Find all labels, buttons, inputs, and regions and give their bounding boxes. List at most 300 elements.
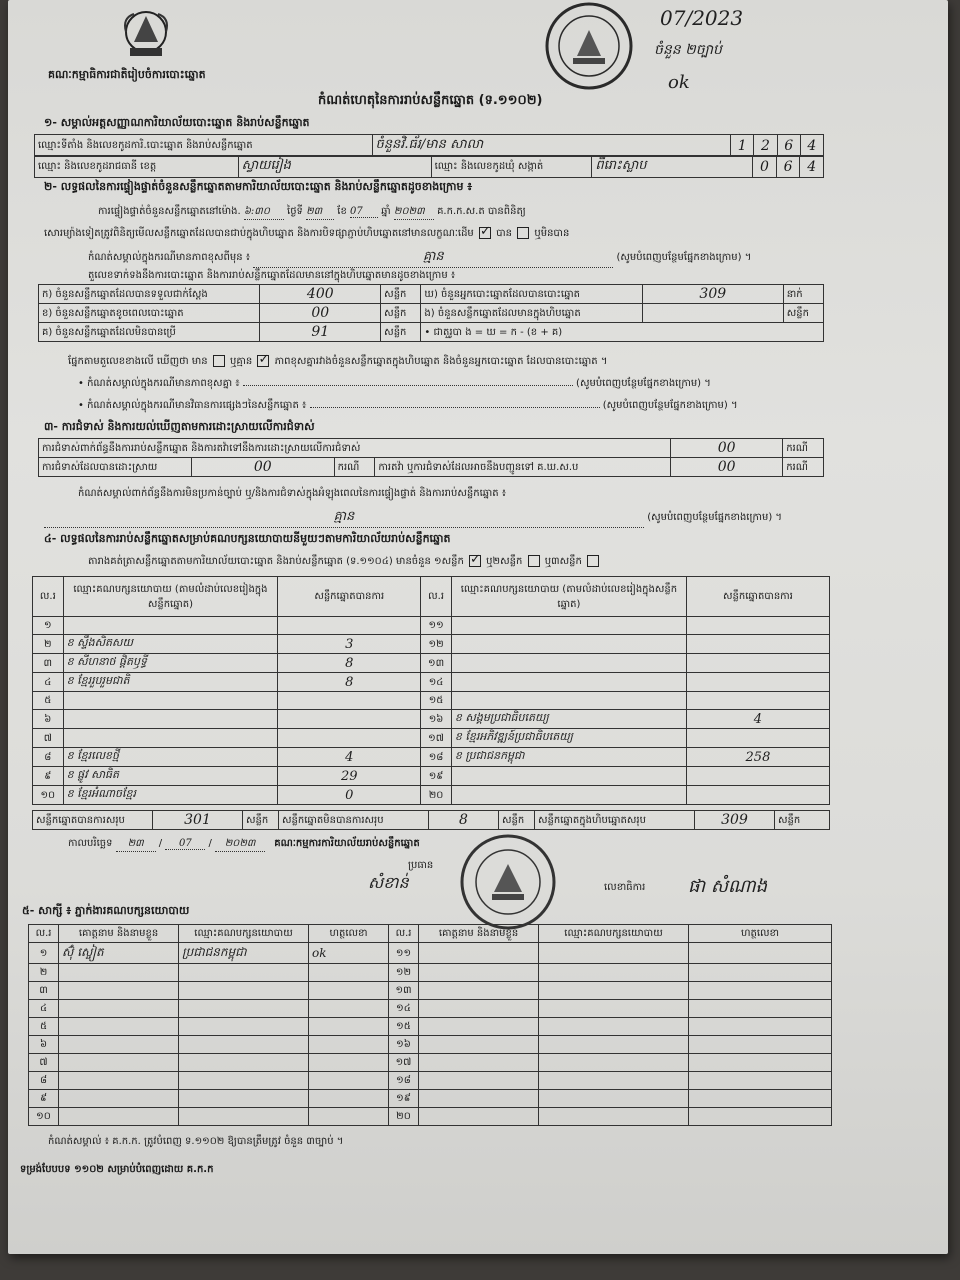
party-name (63, 692, 278, 710)
witness-name (419, 1090, 539, 1108)
witness-no: ១៨ (389, 1072, 419, 1090)
witness-signature (309, 1090, 389, 1108)
forwarded-objections-unit: ករណី (783, 458, 824, 477)
witness-party (539, 1036, 689, 1054)
difference-remark-value (243, 385, 573, 386)
formula-label: • ជាតួរូបា ង = ឃ = ក - (ខ + គ) (421, 323, 824, 342)
signing-year: ២០២៣ (215, 836, 265, 852)
table-row (29, 1072, 832, 1090)
witness-table (28, 924, 832, 1126)
table-row (29, 1000, 832, 1018)
section5-title: ៥- សាក្សី ៖ ភ្នាក់ងារគណបក្សនយោបាយ (22, 904, 190, 917)
party-name: ខ ប្រជាជនកម្ពុជា (451, 748, 686, 767)
party-name (451, 786, 686, 805)
unused-ballots-value: 91 (260, 323, 381, 342)
location-value: ចំនួនវិ.ធ័រ/មាន សាលា (372, 135, 731, 157)
received-ballots-label: ក) ចំនួនសន្លឹកឆ្នោតដែលបានទទួលជាក់ស្តែង (39, 285, 260, 304)
objection-count-unit: ករណី (783, 439, 824, 458)
witness-name (59, 1054, 179, 1072)
party-name: ខ ខ្មែរលេខថ្មី (63, 748, 278, 767)
national-emblem-icon (120, 8, 172, 64)
witness-no: ១២ (389, 964, 419, 982)
ballots-in-box-label: ង) ចំនួនសន្លឹកឆ្នោតដែលមានក្នុងហិបឆ្នោត (421, 304, 642, 323)
verification-time-label: ការផ្ទៀងផ្ទាត់ចំនួនសន្លឹកឆ្នោតនៅម៉ោង. (98, 206, 241, 217)
top-handwritten-mark: ok (668, 72, 690, 93)
commune-label: ឈ្មោះ និងលេខកូដឃុំ សង្កាត់ (431, 156, 592, 178)
witness-name (419, 1036, 539, 1054)
objection-remark-line (44, 508, 782, 528)
forwarded-objections-label: ការតវ៉ា ឬការជំទាស់ដែលអាចនឹងបញ្ជូនទៅ គ.ឃ.ស.ប (375, 458, 671, 477)
witness-signature (309, 1018, 389, 1036)
seal-check-text: សោរម្យ៉ាងទៀតត្រូវពិនិត្យមើលសន្លឹកឆ្នោតដែលបានជាប់ក្នុងហិបឆ្នោត និងការបិទផ្សាភ្ជាប់ហិបឆ្នោតនៅមានលក្ខណៈដើម (44, 228, 474, 239)
witness-name (419, 1000, 539, 1018)
witness-party (179, 1054, 309, 1072)
table-row (29, 1018, 832, 1036)
witness-signature (689, 964, 832, 982)
party-name (451, 635, 686, 654)
witness-no: ២០ (389, 1108, 419, 1126)
party-no: ៩ (33, 767, 64, 786)
witness-col-name: គោត្តនាម និងនាមខ្លួន (419, 925, 539, 943)
difference-note-value: គ្មាន (253, 248, 613, 268)
party-votes (278, 692, 421, 710)
witness-name (419, 1108, 539, 1126)
table-row (29, 964, 832, 982)
witness-name (419, 1072, 539, 1090)
verification-checked-label: គ.ក.ក.ស.ត បានពិនិត្យ (437, 206, 526, 217)
secretary-signature: ផា សំណាង (688, 876, 768, 897)
party-name: ខ សង្គមប្រជាធិបតេយ្យ (451, 710, 686, 729)
discrepancy-no-checkbox[interactable] (257, 355, 269, 367)
party-no: ១១ (421, 617, 452, 635)
party-no: ២០ (421, 786, 452, 805)
party-no: ៤ (33, 673, 64, 692)
party-name (451, 654, 686, 673)
party-name (451, 767, 686, 786)
table-row (33, 654, 830, 673)
other-measures-line (78, 398, 738, 413)
figures-intro: តួលេខទាក់ទងនឹងការបោះឆ្នោត និងការរាប់សន្លឹកឆ្នោតដែលមាននៅក្នុងហិបឆ្នោតមានដូចខាងក្រោម ៖ (88, 270, 456, 281)
verification-time: ៦:៣០ (244, 204, 284, 220)
table-row (33, 786, 830, 805)
witness-no: ១៣ (389, 982, 419, 1000)
witness-party (179, 1072, 309, 1090)
witness-signature (309, 1000, 389, 1018)
party-votes: 4 (278, 748, 421, 767)
tally-one-sheet-checkbox[interactable] (469, 555, 481, 567)
witness-no: ១៦ (389, 1036, 419, 1054)
witness-signature (309, 1072, 389, 1090)
party-name: ខ ខ្មែរអភិវឌ្ឍន៍ប្រជាធិបតេយ្យ (451, 729, 686, 748)
party-no: ១៥ (421, 692, 452, 710)
ballot-figures-table (38, 284, 824, 342)
section1-table-row2 (34, 155, 824, 178)
voters-value: 309 (642, 285, 783, 304)
witness-party (179, 1018, 309, 1036)
tally-sheet-line (88, 554, 601, 569)
party-votes (686, 654, 829, 673)
top-handwritten-date: 07/2023 (660, 6, 744, 30)
location-code-digit: 4 (800, 135, 823, 157)
witness-party (179, 1036, 309, 1054)
table-row (33, 673, 830, 692)
form-page (8, 0, 948, 1254)
difference-remark-line (78, 376, 711, 391)
party-name: ខ ផ្លូវ សាធិត (63, 767, 278, 786)
col-votes-header: សន្លឹកឆ្នោតបានការ (686, 577, 829, 617)
spoiled-ballots-unit: សន្លឹក (381, 304, 421, 323)
party-votes: 8 (278, 673, 421, 692)
table-row (29, 982, 832, 1000)
month-label: ខែ (337, 206, 347, 217)
tally-three-sheets-label: ឬ៣សន្លឹក (544, 556, 582, 567)
party-votes: 8 (278, 654, 421, 673)
party-name: ខ សីហនាថ ផ្តិតឫទ្ធី (63, 654, 278, 673)
party-votes (686, 692, 829, 710)
witness-name (59, 1018, 179, 1036)
witness-party (539, 1108, 689, 1126)
witness-no: ៥ (29, 1018, 59, 1036)
objection-count-value: 00 (671, 439, 783, 458)
seal-no-label: ឬមិនបាន (534, 228, 570, 239)
party-no: ៣ (33, 654, 64, 673)
witness-no: ១៤ (389, 1000, 419, 1018)
party-votes: 3 (278, 635, 421, 654)
party-name (451, 692, 686, 710)
witness-no: ២ (29, 964, 59, 982)
seal-check-line (44, 226, 569, 241)
party-no: ៦ (33, 710, 64, 729)
province-label: ឈ្មោះ និងលេខកូដរាជធានី ខេត្ត (35, 156, 239, 178)
party-votes: 29 (278, 767, 421, 786)
witness-no: ១០ (29, 1108, 59, 1126)
discrepancy-text: ផ្នែកតាមតួលេខខាងលើ ឃើញថា មាន (68, 356, 208, 367)
table-row (33, 692, 830, 710)
witness-no: ១ (29, 943, 59, 964)
party-no: ១៧ (421, 729, 452, 748)
witness-col-party: ឈ្មោះគណបក្សនយោបាយ (179, 925, 309, 943)
total-valid-label: សន្លឹកឆ្នោតបានការសរុប (33, 811, 153, 830)
difference-remark-suffix: (សូមបំពេញបន្ថែមផ្នែកខាងក្រោម) ។ (576, 378, 711, 389)
witness-signature (689, 1054, 832, 1072)
witness-name (59, 1072, 179, 1090)
witness-name (59, 982, 179, 1000)
section2-title: ២- លទ្ធផលនៃការផ្ទៀងផ្ទាត់ចំនួនសន្លឹកឆ្នោតតាមការិយាល័យបោះឆ្នោត និងរាប់សន្លឹកឆ្នោតដូចខាងក្រោម ៖ (44, 180, 473, 193)
total-box-unit: សន្លឹក (775, 811, 830, 830)
witness-col-sign: ហត្ថលេខា (309, 925, 389, 943)
commune-code-digit: 4 (800, 156, 824, 178)
witness-no: ៣ (29, 982, 59, 1000)
party-name: ខ ខ្មែររួបរួមជាតិ (63, 673, 278, 692)
party-no: ៥ (33, 692, 64, 710)
party-votes (686, 617, 829, 635)
table-row (33, 635, 830, 654)
discrepancy-yes-checkbox[interactable] (213, 355, 225, 367)
witness-signature (689, 982, 832, 1000)
verification-year: ២០២៣ (394, 204, 434, 220)
tally-sheet-text: តារាងគត់ត្រាសន្លឹកឆ្នោតតាមការិយាល័យបោះឆ្នោត និងរាប់សន្លឹកឆ្នោត (ទ.១១០៤) មានចំនួន ១សន្លឹក (88, 556, 464, 567)
col-party-header: ឈ្មោះគណបក្សនយោបាយ (តាមលំដាប់លេខរៀងក្នុងសន្លឹកឆ្នោត) (63, 577, 278, 617)
party-no: ១ (33, 617, 64, 635)
table-row (29, 1054, 832, 1072)
objection-remark-label: កំណត់សម្គាល់ពាក់ព័ន្ធនឹងការមិនប្រកាន់ច្បាប់ ឬ/និងការជំទាស់ក្នុងអំឡុងពេលនៃការផ្ទៀងផ្ទាត់ និងការរាប់សន្លឹកឆ្នោត ៖ (78, 488, 507, 499)
signing-day: ២៣ (116, 836, 156, 852)
party-votes (278, 710, 421, 729)
witness-party (539, 943, 689, 964)
witness-party (539, 1054, 689, 1072)
difference-note-label: កំណត់សម្គាល់ក្នុងករណីមានភាពខុសពីមុន ៖ (88, 252, 251, 263)
party-votes: 4 (686, 710, 829, 729)
party-no: ១៩ (421, 767, 452, 786)
difference-note-suffix: (សូមបំពេញបន្ថែមផ្នែកខាងក្រោម) ។ (616, 252, 752, 263)
witness-name (419, 982, 539, 1000)
tally-two-sheets-label: ឬ២សន្លឹក (486, 556, 523, 567)
witness-party (539, 982, 689, 1000)
table-row (33, 729, 830, 748)
party-no: ១២ (421, 635, 452, 654)
witness-name (419, 943, 539, 964)
party-no: ១៤ (421, 673, 452, 692)
witness-name (59, 1090, 179, 1108)
party-votes (686, 786, 829, 805)
total-box-value: 309 (695, 811, 775, 830)
seal-yes-label: បាន (496, 228, 513, 239)
table-row (29, 1036, 832, 1054)
witness-col-party: ឈ្មោះគណបក្សនយោបាយ (539, 925, 689, 943)
commune-code-digit: 0 (753, 156, 777, 178)
totals-table (32, 810, 830, 830)
location-code-digit: 2 (754, 135, 777, 157)
witness-signature (689, 1018, 832, 1036)
col-no-header: ល.រ (421, 577, 452, 617)
witness-no: ៦ (29, 1036, 59, 1054)
other-measures-value (310, 407, 600, 408)
witness-party (539, 964, 689, 982)
resolved-objections-value: 00 (191, 458, 334, 477)
witness-no: ១៥ (389, 1018, 419, 1036)
party-name: ខ ស្ទឹងសិតសយ (63, 635, 278, 654)
top-handwritten-note: ចំនួន ២ច្បាប់ (654, 42, 722, 58)
witness-signature (689, 943, 832, 964)
chair-label: ប្រធាន (408, 860, 434, 871)
received-ballots-value: 400 (260, 285, 381, 304)
party-no: ៨ (33, 748, 64, 767)
day-label: ថ្ងៃទី (287, 206, 303, 217)
other-measures-suffix: (សូមបំពេញបន្ថែមផ្នែកខាងក្រោម) ។ (602, 400, 738, 411)
spoiled-ballots-value: 00 (260, 304, 381, 323)
total-valid-value: 301 (153, 811, 243, 830)
discrepancy-line (68, 354, 607, 369)
witness-name (59, 1036, 179, 1054)
other-measures-label: • កំណត់សម្គាល់ក្នុងករណីមានវិធានការផ្សេងៗនៃសន្លឹកឆ្នោត ៖ (78, 400, 307, 411)
seal-yes-checkbox[interactable] (479, 227, 491, 239)
section1-table (34, 134, 824, 157)
witness-no: ៨ (29, 1072, 59, 1090)
section3-title: ៣- ការជំទាស់ និងការយល់ឃើញតាមការដោះស្រាយលើការជំទាស់ (44, 420, 315, 433)
witness-name (59, 964, 179, 982)
witness-party: ប្រជាជនកម្ពុជា (179, 943, 309, 964)
unused-ballots-unit: សន្លឹក (381, 323, 421, 342)
party-no: ៧ (33, 729, 64, 748)
ballots-in-box-unit: សន្លឹក (783, 304, 823, 323)
witness-signature (309, 1036, 389, 1054)
witness-no: ៤ (29, 1000, 59, 1018)
voters-unit: នាក់ (783, 285, 823, 304)
witness-signature (309, 1054, 389, 1072)
chair-signature: សំខាន់ (368, 873, 409, 892)
footnote: កំណត់សម្គាល់ ៖ គ.ក.ក. ត្រូវបំពេញ ទ.១១០២ ឱ្យបានត្រឹមត្រូវ ចំនួន ៣ច្បាប់ ។ (48, 1136, 344, 1147)
party-no: ១៨ (421, 748, 452, 767)
party-no: ១០ (33, 786, 64, 805)
signing-date-line: កាលបរិច្ឆេទ ២៣ / 07 / ២០២៣ គណៈកម្មការការិយាល័យរាប់សន្លឹកឆ្នោត (68, 836, 420, 852)
witness-party (539, 1000, 689, 1018)
witness-name (419, 1018, 539, 1036)
table-row (29, 943, 832, 964)
witness-col-no: ល.រ (389, 925, 419, 943)
verification-month: 07 (350, 206, 378, 218)
year-label: ឆ្នាំ (381, 206, 391, 217)
difference-remark-label: • កំណត់សម្គាល់ក្នុងករណីមានភាពខុសគ្នា ៖ (78, 378, 240, 389)
witness-col-no: ល.រ (29, 925, 59, 943)
commune-code-digit: 6 (776, 156, 800, 178)
total-invalid-value: 8 (429, 811, 499, 830)
witness-signature (689, 1000, 832, 1018)
form-title: កំណត់ហេតុនៃការរាប់សន្លឹកឆ្នោត (ទ.១១០២) (318, 93, 543, 108)
table-row (29, 1108, 832, 1126)
verification-time-line (98, 204, 526, 220)
table-row (33, 617, 830, 635)
witness-no: ៧ (29, 1054, 59, 1072)
party-name (451, 617, 686, 635)
party-results-table (32, 576, 830, 805)
secretary-label: លេខាធិការ (604, 882, 646, 893)
party-votes (686, 673, 829, 692)
objection-remark-value: គ្មាន (44, 508, 644, 528)
location-code-digit: 1 (731, 135, 754, 157)
signing-month: 07 (165, 838, 205, 850)
witness-party (539, 1072, 689, 1090)
witness-signature (689, 1072, 832, 1090)
witness-signature (689, 1090, 832, 1108)
party-no: ១៦ (421, 710, 452, 729)
witness-signature (309, 1108, 389, 1126)
party-votes (686, 767, 829, 786)
witness-signature (309, 964, 389, 982)
voters-label: ឃ) ចំនួនអ្នកបោះឆ្នោតដែលបានបោះឆ្នោត (421, 285, 642, 304)
resolved-objections-label: ការជំទាស់ដែលបានដោះស្រាយ (39, 458, 192, 477)
witness-name (59, 1108, 179, 1126)
discrepancy-no-label: ឬគ្មាន (230, 356, 253, 367)
party-name (63, 617, 278, 635)
witness-party (179, 1090, 309, 1108)
party-votes (686, 729, 829, 748)
col-no-header: ល.រ (33, 577, 64, 617)
province-value: ស្វាយរៀង (238, 156, 431, 178)
committee-stamp-icon (458, 832, 558, 932)
party-name: ខ ខ្មែរអំណាចខ្មែរ (63, 786, 278, 805)
party-votes (686, 635, 829, 654)
commune-value: ពីរោះស្លាប (592, 156, 753, 178)
tally-two-sheets-checkbox[interactable] (528, 555, 540, 567)
party-votes: 258 (686, 748, 829, 767)
table-row (33, 710, 830, 729)
party-name (451, 673, 686, 692)
col-votes-header: សន្លឹកឆ្នោតបានការ (278, 577, 421, 617)
official-stamp-icon (543, 0, 635, 92)
table-row (29, 1090, 832, 1108)
witness-party (179, 964, 309, 982)
unused-ballots-label: គ) ចំនួនសន្លឹកឆ្នោតដែលមិនបានប្រើ (39, 323, 260, 342)
spoiled-ballots-label: ខ) ចំនួនសន្លឹកឆ្នោតខូចពេលបោះឆ្នោត (39, 304, 260, 323)
col-party-header: ឈ្មោះគណបក្សនយោបាយ (តាមលំដាប់លេខរៀងក្នុងសន្លឹកឆ្នោត) (451, 577, 686, 617)
witness-party (539, 1018, 689, 1036)
witness-signature: ok (309, 943, 389, 964)
party-votes: 0 (278, 786, 421, 805)
party-votes (278, 729, 421, 748)
party-name (63, 710, 278, 729)
section1-title: ១- សម្គាល់អត្តសញ្ញាណការិយាល័យបោះឆ្នោត និងរាប់សន្លឹកឆ្នោត (44, 116, 310, 129)
witness-signature (689, 1108, 832, 1126)
party-votes (278, 617, 421, 635)
tally-three-sheets-checkbox[interactable] (587, 555, 599, 567)
witness-no: ១៧ (389, 1054, 419, 1072)
table-row (33, 748, 830, 767)
section4-title: ៤- លទ្ធផលនៃការរាប់សន្លឹកឆ្នោតសម្រាប់គណបក្សនយោបាយនីមួយៗតាមការិយាល័យរាប់សន្លឹកឆ្នោត (44, 532, 451, 545)
total-valid-unit: សន្លឹក (243, 811, 279, 830)
total-invalid-label: សន្លឹកឆ្នោតមិនបានការសរុប (279, 811, 429, 830)
witness-name (419, 964, 539, 982)
difference-note-line (88, 248, 751, 268)
witness-col-name: គោត្តនាម និងនាមខ្លួន (59, 925, 179, 943)
party-name (63, 729, 278, 748)
form-footer: ទម្រង់បែបបទ ១១០២ សម្រាប់បំពេញដោយ គ.ក.ក (20, 1164, 214, 1175)
witness-name (419, 1054, 539, 1072)
witness-party (179, 1000, 309, 1018)
forwarded-objections-value: 00 (671, 458, 783, 477)
objection-remark-suffix: (សូមបំពេញបន្ថែមផ្នែកខាងក្រោម) ។ (647, 512, 782, 523)
witness-party (539, 1090, 689, 1108)
location-code-digit: 6 (777, 135, 800, 157)
table-row (33, 767, 830, 786)
objection-count-label: ការជំទាស់ពាក់ព័ន្ធនឹងការរាប់សន្លឹកឆ្នោត និងការតវ៉ាទៅនឹងការដោះស្រាយលើការជំទាស់ (39, 439, 671, 458)
witness-name: ស៊ុំ ស្ចៀត (59, 943, 179, 964)
verification-day: ២៣ (306, 204, 334, 220)
party-no: ២ (33, 635, 64, 654)
witness-no: ១៩ (389, 1090, 419, 1108)
resolved-objections-unit: ករណី (334, 458, 375, 477)
seal-no-checkbox[interactable] (517, 227, 529, 239)
total-invalid-unit: សន្លឹក (499, 811, 535, 830)
discrepancy-text-rest: ភាពខុសគ្នារវាងចំនួនសន្លឹកឆ្នោតក្នុងហិបឆ្នោត និងចំនួនអ្នកបោះឆ្នោត ដែលបានបោះឆ្នោត ។ (274, 356, 608, 367)
witness-party (179, 1108, 309, 1126)
date-label: កាលបរិច្ឆេទ (68, 838, 113, 849)
ballots-in-box-value (642, 304, 783, 323)
received-ballots-unit: សន្លឹក (381, 285, 421, 304)
ministry-name: គណៈកម្មាធិការជាតិរៀបចំការបោះឆ្នោត (48, 68, 206, 81)
office-label: គណៈកម្មការការិយាល័យរាប់សន្លឹកឆ្នោត (274, 838, 420, 849)
witness-signature (689, 1036, 832, 1054)
witness-name (59, 1000, 179, 1018)
witness-signature (309, 982, 389, 1000)
witness-col-sign: ហត្ថលេខា (689, 925, 832, 943)
witness-no: ១១ (389, 943, 419, 964)
witness-party (179, 982, 309, 1000)
total-box-label: សន្លឹកឆ្នោតក្នុងហិបឆ្នោតសរុប (535, 811, 695, 830)
witness-no: ៩ (29, 1090, 59, 1108)
location-label: ឈ្មោះទីតាំង និងលេខកូដការិ.បោះឆ្នោត និងរាប់សន្លឹកឆ្នោត (35, 135, 373, 157)
party-no: ១៣ (421, 654, 452, 673)
objections-table (38, 438, 824, 477)
